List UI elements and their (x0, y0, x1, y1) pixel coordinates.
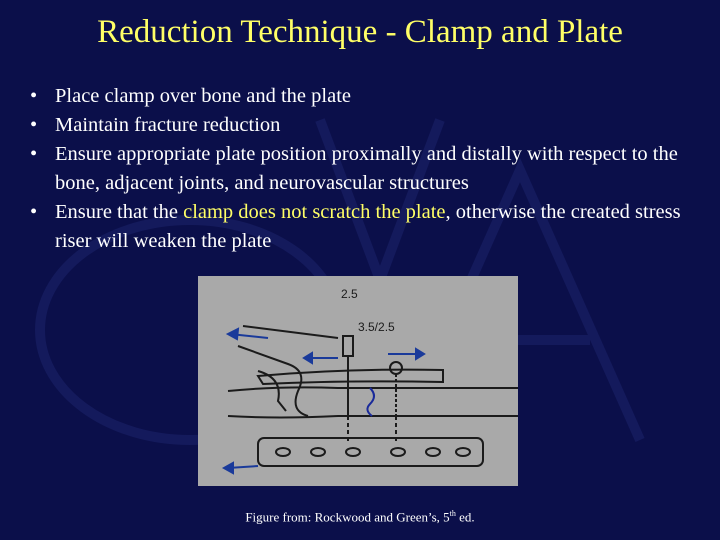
bullet-item: • Place clamp over bone and the plate (26, 82, 706, 111)
bullet-text: Ensure that the (55, 201, 184, 223)
bullet-list (26, 82, 706, 256)
bullet-text: , otherwise the created stress riser will weaken the plate (55, 201, 681, 252)
caption-text: ed. (455, 509, 475, 525)
bullet-item: • Ensure appropriate plate position proximally and distally with respect to the bone, adjacent joints, and neurovascular structures (26, 140, 706, 198)
figure-caption (0, 509, 720, 525)
highlighted-text: clamp does not scratch the plate (183, 201, 446, 223)
figure-label: 3.5/2.5 (358, 320, 395, 334)
figure-label: 2.5 (341, 287, 358, 301)
bullet-item: • Maintain fracture reduction (26, 111, 706, 140)
caption-text: Figure from: Rockwood and Green’s, 5 (245, 509, 450, 525)
bullet-item (26, 198, 706, 256)
slide-title: Reduction Technique - Clamp and Plate (97, 14, 623, 50)
caption-superscript: th (449, 509, 456, 518)
clamp-plate-figure (198, 276, 518, 486)
